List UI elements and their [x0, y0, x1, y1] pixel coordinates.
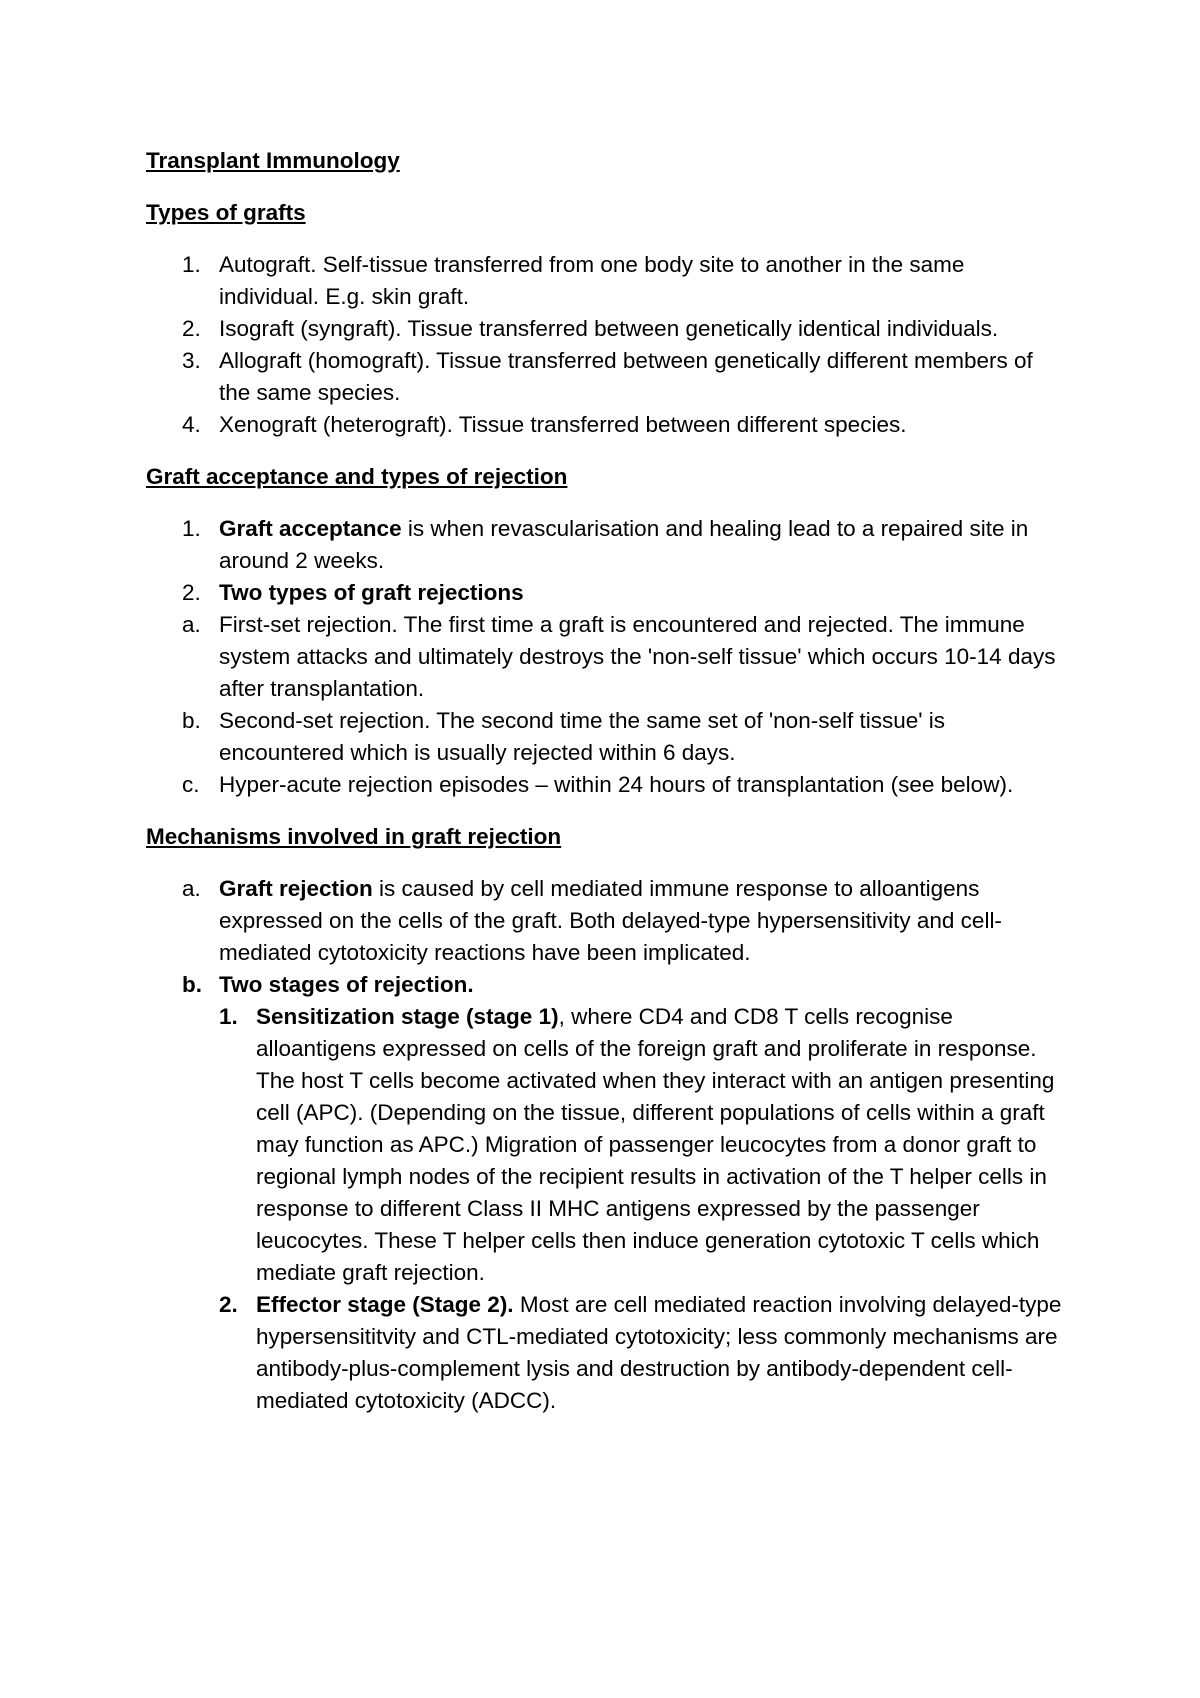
sub-list-item-text: Most are cell mediated reaction involving delayed-type hypersensititvity and CTL-mediated cytotoxicity; less commonly mechanisms are antibody-plus-complement lysis and destruction by antibody-dependent cell-mediated cytotoxicity (ADCC). — [256, 1292, 1062, 1413]
section-heading-graft-acceptance: Graft acceptance and types of rejection — [146, 464, 568, 489]
list-item — [146, 873, 1066, 969]
list-marker: 2. — [182, 316, 201, 341]
list-item-text: Xenograft (heterograft). Tissue transferred between different species. — [219, 412, 907, 437]
list-item-text: is caused by cell mediated immune response to alloantigens expressed on the cells of the graft. Both delayed-type hypersensitivity and cell-mediated cytotoxicity reactions have been implicated. — [219, 876, 1002, 965]
sub-list-item — [219, 1001, 1066, 1289]
list-item — [146, 609, 1066, 705]
list-item — [146, 409, 1066, 441]
sub-list-item-text: , where CD4 and CD8 T cells recognise alloantigens expressed on cells of the foreign graft and proliferate in response. The host T cells become activated when they interact with an antigen presenting cell (APC). (Depending on the tissue, different populations of cells within a graft may function as APC.) Migration of passenger leucocytes from a donor graft to regional lymph nodes of the recipient results in activation of the T helper cells in response to different Class II MHC antigens expressed by the passenger leucocytes. These T helper cells then induce generation cytotoxic T cells which mediate graft rejection. — [256, 1004, 1055, 1285]
list-marker: 1. — [182, 252, 201, 277]
types-of-grafts-list — [146, 249, 1066, 441]
rejection-stages-list — [219, 1001, 1066, 1417]
list-marker: 4. — [182, 412, 201, 437]
list-item-text: First-set rejection. The first time a graft is encountered and rejected. The immune system attacks and ultimately destroys the 'non-self tissue' which occurs 10-14 days after transplantation. — [219, 612, 1056, 701]
list-item-text: Autograft. Self-tissue transferred from one body site to another in the same individual. E.g. skin graft. — [219, 252, 965, 309]
document-title: Transplant Immunology — [146, 148, 400, 173]
mechanisms-list — [146, 873, 1066, 1417]
section-heading-mechanisms: Mechanisms involved in graft rejection — [146, 824, 562, 849]
list-item — [146, 769, 1066, 801]
list-marker: 2. — [182, 580, 201, 605]
sub-list-item-lead: Sensitization stage (stage 1) — [256, 1004, 559, 1029]
list-marker: a. — [182, 612, 201, 637]
list-item-text: Hyper-acute rejection episodes – within 24 hours of transplantation (see below). — [219, 772, 1014, 797]
list-marker: 3. — [182, 348, 201, 373]
list-item — [146, 249, 1066, 313]
document-body — [146, 145, 1066, 1437]
list-item-text: Allograft (homograft). Tissue transferred between genetically different members of the same species. — [219, 348, 1033, 405]
list-item — [146, 705, 1066, 769]
sub-list-marker: 1. — [219, 1004, 238, 1029]
section-heading-types-of-grafts: Types of grafts — [146, 200, 306, 225]
list-item-text: Second-set rejection. The second time the same set of 'non-self tissue' is encountered which is usually rejected within 6 days. — [219, 708, 946, 765]
list-item — [146, 313, 1066, 345]
list-item — [146, 577, 1066, 609]
sub-list-marker: 2. — [219, 1292, 238, 1317]
list-marker: b. — [182, 708, 201, 733]
list-item-text: Isograft (syngraft). Tissue transferred between genetically identical individuals. — [219, 316, 999, 341]
list-marker: c. — [182, 772, 200, 797]
list-item-text: is when revascularisation and healing lead to a repaired site in around 2 weeks. — [219, 516, 1029, 573]
list-marker: b. — [182, 972, 202, 997]
list-marker: a. — [182, 876, 201, 901]
sub-list-item-lead: Effector stage (Stage 2). — [256, 1292, 514, 1317]
sub-list-item — [219, 1289, 1066, 1417]
list-marker: 1. — [182, 516, 201, 541]
list-item-lead: Graft acceptance — [219, 516, 402, 541]
list-item-lead: Graft rejection — [219, 876, 373, 901]
list-item — [146, 513, 1066, 577]
list-item-lead: Two stages of rejection. — [219, 972, 474, 997]
list-item-lead: Two types of graft rejections — [219, 580, 524, 605]
list-item — [146, 969, 1066, 1417]
graft-acceptance-list — [146, 513, 1066, 801]
list-item — [146, 345, 1066, 409]
